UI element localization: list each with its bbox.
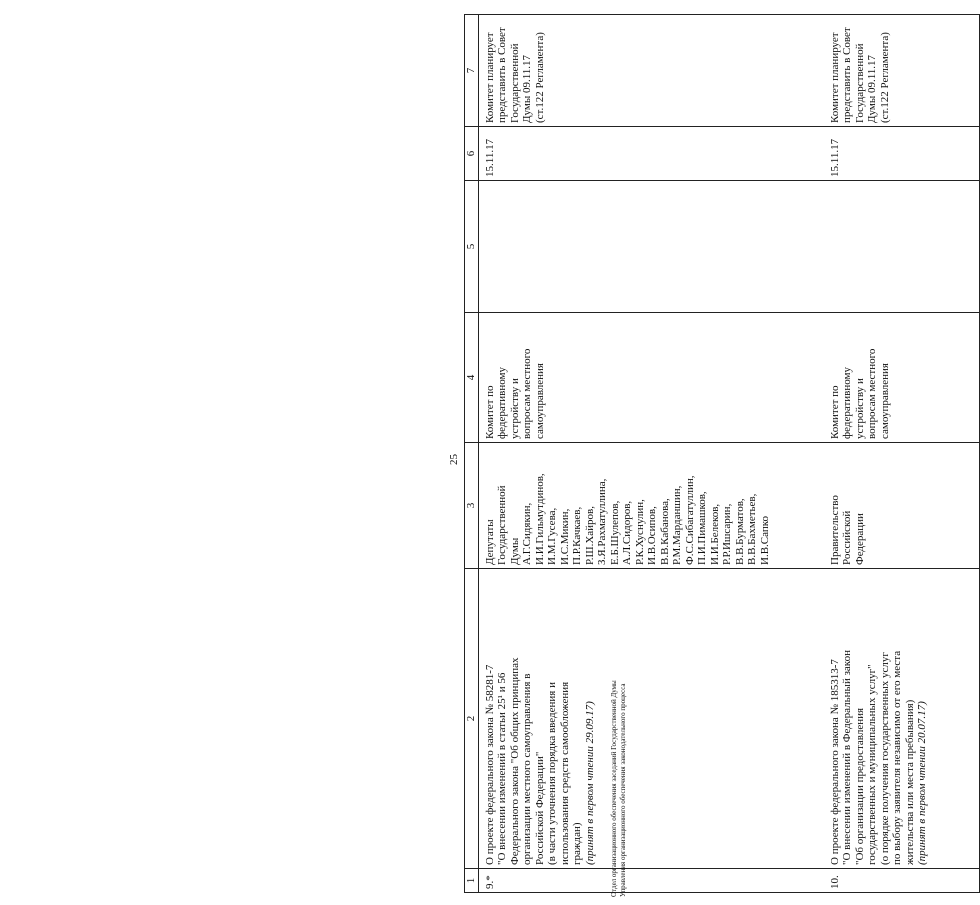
review-date: 15.11.17 (478, 127, 824, 181)
reading-status: (принят в первом чтении 20.07.17) (916, 701, 928, 865)
bill-title: О проекте федерального закона № 185313-7 "О внесении изменений в Федеральный закон "Об организации предоставления государственных и муниципальных услуг" (о порядке получения государственных услуг по выбору заявителя независимо от его места жительства или места пребывания) (828, 650, 916, 865)
committee-note: Комитет планирует представить в Совет Государственной Думы 09.11.17 (ст.122 Регламента) (824, 15, 980, 127)
page-number: 25 (448, 454, 460, 465)
row-number: 10. (824, 869, 980, 893)
bill-description (824, 569, 980, 869)
table-header-row (465, 15, 479, 893)
responsible-committee: Комитет по федеративному устройству и вопросам местного самоуправления (824, 313, 980, 443)
column-header: 7 (465, 15, 479, 127)
bills-table (464, 14, 980, 893)
table-row (478, 15, 824, 893)
column-header: 5 (465, 181, 479, 313)
column-header: 2 (465, 569, 479, 869)
column-header: 1 (465, 869, 479, 893)
column-header: 4 (465, 313, 479, 443)
column-header: 6 (465, 127, 479, 181)
footer-line: Отдел организационного обеспечения заседаний Государственной Думы (610, 680, 618, 897)
column-5-cell (478, 181, 824, 313)
table-row (824, 15, 980, 893)
responsible-committee: Комитет по федеративному устройству и вопросам местного самоуправления (478, 313, 824, 443)
footer-line: Управления организационного обеспечения законодательного процесса (619, 683, 627, 897)
reading-status: (принят в первом чтении 29.09.17) (583, 701, 596, 865)
column-5-cell (824, 181, 980, 313)
column-header: 3 (465, 443, 479, 569)
row-number: 9.* (478, 869, 824, 893)
committee-note: Комитет планирует представить в Совет Государственной Думы 09.11.17 (ст.122 Регламента) (478, 15, 824, 127)
bill-description (478, 569, 824, 869)
review-date: 15.11.17 (824, 127, 980, 181)
bill-title: О проекте федерального закона № 58281-7 "О внесении изменений в статьи 25¹ и 56 Федерального закона "Об общих принципах организации местного самоуправления в Российской Федерации" (в части уточнения порядка введения и использования средств самообложения граждан) (483, 657, 583, 865)
footer (610, 680, 628, 897)
bill-authors: Правительство Российской Федерации (824, 443, 980, 569)
bill-authors: Депутаты Государственной Думы А.Г.Сидякин, И.И.Гильмутдинов, И.М.Гусева, И.С.Микин, П.Р.Качкаев, Р.Ш.Хайров, З.Я.Рахматуллина, Е.Б.Шулепов, А.Л.Сидоров, Р.К.Хуснулин, И.В.Осипов, В.В.Кабанова, Р.М.Марданшин, Ф.С.Сибагатуллин, П.И.Пимашков, И.И.Белеков, Р.Р.Ишсарин, В.В.Бурматов, В.В.Бахметьев, И.В.Сапко (478, 443, 824, 569)
